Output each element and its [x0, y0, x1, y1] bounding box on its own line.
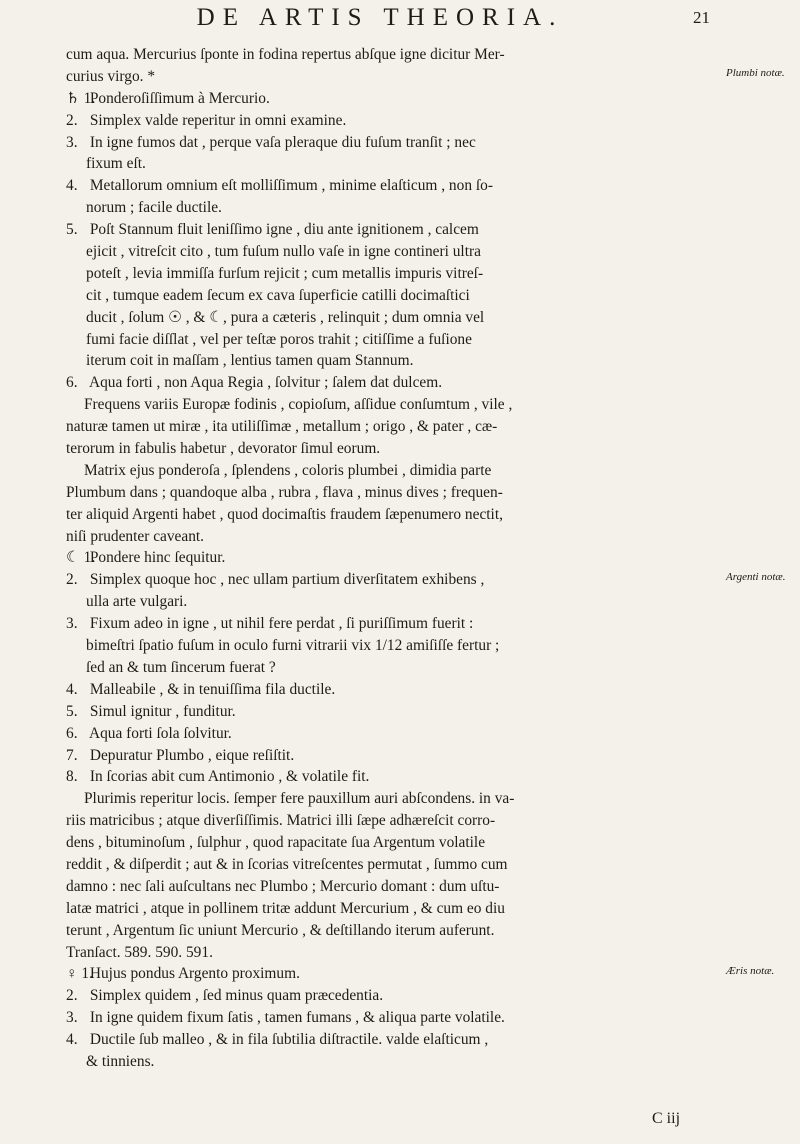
line-text: naturæ tamen ut miræ , ita utiliſſimæ , metallum ; origo , & pater , cæ-: [66, 418, 498, 436]
text-line: [66, 329, 718, 351]
line-text: Plumbum dans ; quandoque alba , rubra , flava , minus dives ; frequen-: [66, 483, 503, 501]
text-line: [66, 569, 718, 591]
text-line: [66, 482, 718, 504]
item-number: 6.: [66, 724, 78, 742]
line-text: Simul ignitur , funditur.: [89, 702, 236, 720]
item-number: 3.: [66, 615, 78, 633]
text-line: [66, 635, 718, 657]
line-text: Aqua forti ſola ſolvitur.: [89, 724, 232, 742]
text-line: [66, 832, 718, 854]
line-text: & tinniens.: [86, 1052, 155, 1070]
line-text: Matrix ejus ponderoſa , ſplendens , coloris plumbei , dimidia parte: [84, 461, 492, 479]
line-text: fixum eſt.: [86, 155, 146, 173]
text-line: [66, 285, 718, 307]
text-line: [66, 810, 718, 832]
line-text: dens , bituminoſum , ſulphur , quod rapacitate ſua Argentum volatile: [66, 834, 486, 852]
line-text: Tranſact. 589. 590. 591.: [66, 943, 213, 961]
line-text: bimeſtri ſpatio fuſum in oculo furni vitrarii vix 1/12 amiſiſſe fertur ;: [86, 637, 500, 655]
item-number: 2.: [66, 111, 78, 129]
text-line: [66, 66, 718, 88]
item-number: 2.: [66, 987, 78, 1005]
text-line: [66, 591, 718, 613]
item-number: 3.: [66, 1009, 78, 1027]
line-text: Hujus pondus Argento proximum.: [89, 965, 300, 983]
item-number: 4.: [66, 680, 78, 698]
text-line: [66, 132, 718, 154]
item-number: 8.: [66, 768, 78, 786]
line-text: In igne quidem fixum ſatis , tamen fumans , & aliqua parte volatile.: [89, 1009, 505, 1027]
line-text: Malleabile , & in tenuiſſima fila ductile.: [89, 680, 336, 698]
text-line: [66, 547, 718, 569]
body-text: [66, 44, 718, 1112]
line-text: Simplex quoque hoc , nec ullam partium diverſitatem exhibens ,: [89, 571, 485, 589]
text-line: [66, 985, 718, 1007]
line-text: norum ; facile ductile.: [86, 199, 222, 217]
text-line: [66, 416, 718, 438]
text-line: [66, 723, 718, 745]
text-line: [66, 44, 718, 66]
text-line: [66, 942, 718, 964]
margin-note-aeris: Æris notæ.: [726, 965, 775, 977]
text-line: [66, 679, 718, 701]
line-text: Frequens variis Europæ fodinis , copioſum, aſſidue conſumtum , vile ,: [84, 396, 513, 414]
text-line: [66, 920, 718, 942]
line-text: Depuratur Plumbo , eique reſiſtit.: [89, 746, 295, 764]
line-text: iterum coit in maſſam , lentius tamen quam Stannum.: [86, 352, 414, 370]
text-line: [66, 963, 718, 985]
running-head: DE ARTIS THEORIA.: [196, 4, 564, 31]
item-number: ♄ 1.: [66, 89, 96, 107]
line-text: curius virgo. *: [66, 67, 156, 85]
text-line: [66, 745, 718, 767]
item-number: ♀ 1.: [66, 965, 93, 983]
line-text: ſed an & tum ſincerum fuerat ?: [86, 658, 276, 676]
margin-note-argenti: Argenti notæ.: [726, 571, 786, 583]
item-number: ☾ 1.: [66, 549, 96, 567]
line-text: Fixum adeo in igne , ut nihil fere perdat , ſi puriſſimum fuerit :: [89, 615, 474, 633]
text-line: [66, 263, 718, 285]
line-text: Ponderoſiſſimum à Mercurio.: [89, 89, 270, 107]
text-line: [66, 898, 718, 920]
line-text: damno : nec ſali auſcultans nec Plumbo ; Mercurio domant : dum uſtu-: [66, 877, 500, 895]
item-number: 6.: [66, 374, 78, 392]
text-line: [66, 1007, 718, 1029]
signature-mark: C iij: [652, 1110, 681, 1127]
line-text: ducit , ſolum ☉ , & ☾, pura a cæteris , relinquit ; dum omnia vel: [86, 308, 485, 326]
text-line: [66, 88, 718, 110]
text-line: [66, 504, 718, 526]
line-text: Plurimis reperitur locis. ſemper fere pauxillum auri abſcondens. in va-: [84, 790, 515, 808]
line-text: riis matricibus ; atque diverſiſſimis. Matrici illi ſæpe adhæreſcit corro-: [66, 812, 496, 830]
text-line: [66, 613, 718, 635]
text-line: [66, 153, 718, 175]
item-number: 5.: [66, 702, 78, 720]
item-number: 5.: [66, 221, 78, 239]
text-line: [66, 766, 718, 788]
line-text: Aqua forti , non Aqua Regia , ſolvitur ; ſalem dat dulcem.: [89, 374, 443, 392]
line-text: fumi facie diſſlat , vel per teſtæ poros trahit ; citiſſime a fuſione: [86, 330, 472, 348]
line-text: Ductile ſub malleo , & in fila ſubtilia diſtractile. valde elaſticum ,: [89, 1031, 489, 1049]
line-text: Poſt Stannum fluit leniſſimo igne , diu ante ignitionem , calcem: [89, 221, 479, 239]
line-text: ter aliquid Argenti habet , quod docimaſtis fraudem ſæpenumero nectit,: [66, 505, 503, 523]
page-header: [100, 2, 710, 36]
text-line: [66, 438, 718, 460]
text-line: [66, 526, 718, 548]
line-text: In igne fumos dat , perque vaſa pleraque diu fuſum tranſit ; nec: [89, 133, 476, 151]
line-text: terorum in fabulis habetur , devorator ſimul eorum.: [66, 440, 381, 458]
text-line: [66, 307, 718, 329]
line-text: cit , tumque eadem ſecum ex cava ſuperficie catilli docimaſtici: [86, 286, 470, 304]
text-line: [66, 701, 718, 723]
text-line: [66, 657, 718, 679]
line-text: Simplex valde reperitur in omni examine.: [89, 111, 347, 129]
text-line: [66, 197, 718, 219]
item-number: 7.: [66, 746, 78, 764]
line-text: cum aqua. Mercurius ſponte in fodina repertus abſque igne dicitur Mer-: [66, 46, 505, 63]
text-line: [66, 241, 718, 263]
line-text: ejicit , vitreſcit cito , tum fuſum nullo vaſe in igne contineri ultra: [86, 243, 481, 261]
text-line: [66, 350, 718, 372]
text-line: [66, 394, 718, 416]
text-line: [66, 372, 718, 394]
text-line: [66, 788, 718, 810]
item-number: 4.: [66, 177, 78, 195]
text-line: [66, 219, 718, 241]
line-text: Pondere hinc ſequitur.: [89, 549, 226, 567]
text-line: [66, 854, 718, 876]
item-number: 2.: [66, 571, 78, 589]
text-line: [66, 175, 718, 197]
text-line: [66, 876, 718, 898]
line-text: reddit , & diſperdit ; aut & in ſcorias vitreſcentes permutat , ſummo cum: [66, 855, 508, 873]
line-text: latæ matrici , atque in pollinem tritæ addunt Mercurium , & cum eo diu: [66, 899, 505, 917]
text-line: [66, 1029, 718, 1051]
line-text: In ſcorias abit cum Antimonio , & volatile fit.: [89, 768, 370, 786]
item-number: 4.: [66, 1031, 78, 1049]
page-number: 21: [693, 8, 710, 27]
margin-note-plumbi: Plumbi notæ.: [726, 67, 785, 79]
item-number: 3.: [66, 133, 78, 151]
line-text: Simplex quidem , ſed minus quam præcedentia.: [89, 987, 384, 1005]
line-text: Metallorum omnium eſt molliſſimum , minime elaſticum , non ſo-: [89, 177, 493, 195]
line-text: niſi prudenter caveant.: [66, 527, 205, 545]
text-line: [66, 460, 718, 482]
text-line: [66, 110, 718, 132]
line-text: poteſt , levia immiſſa furſum rejicit ; cum metallis impuris vitreſ-: [86, 264, 484, 282]
line-text: ulla arte vulgari.: [86, 593, 188, 611]
text-line: [66, 1051, 718, 1073]
line-text: terunt , Argentum ſic uniunt Mercurio , & deſtillando iterum auferunt.: [66, 921, 495, 939]
